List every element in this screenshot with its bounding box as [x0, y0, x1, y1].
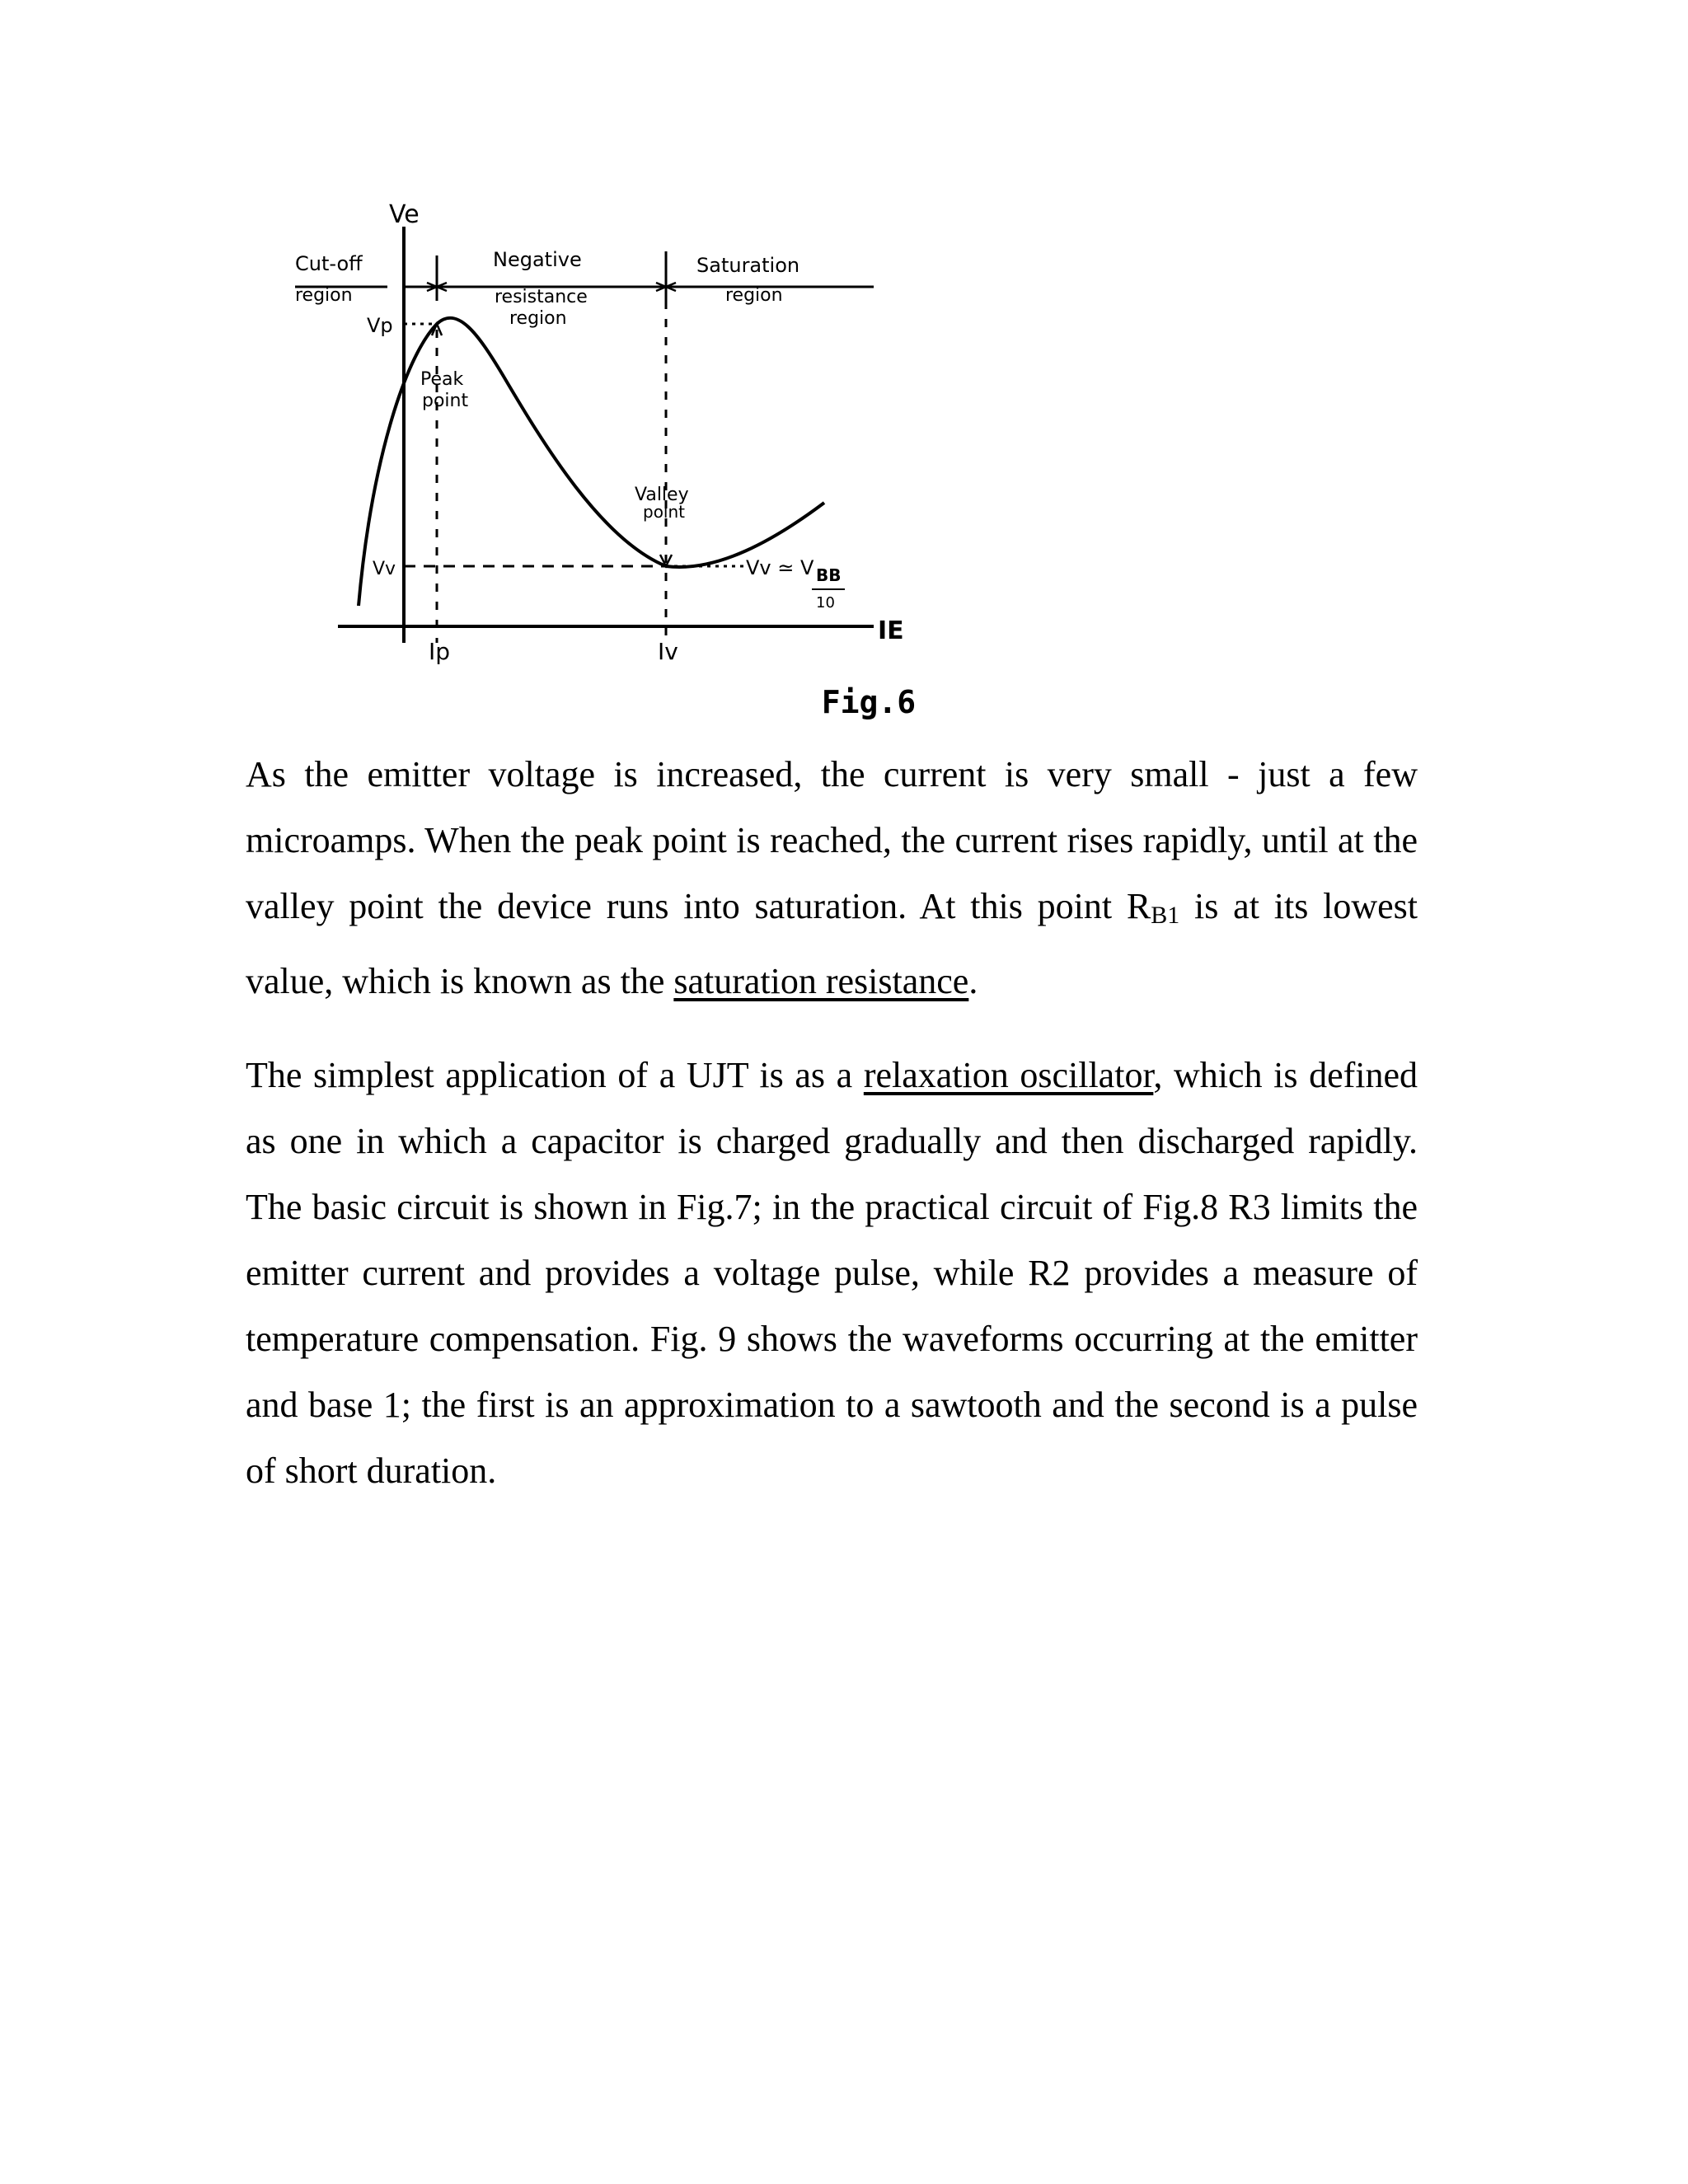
negative-label-1: Negative — [493, 248, 582, 271]
paragraph-2-text: The simplest application of a UJT is as a — [246, 1055, 864, 1095]
ujt-characteristic-figure — [280, 194, 940, 672]
saturation-resistance-link[interactable]: saturation resistance — [673, 961, 969, 1001]
vp-label: Vp — [367, 314, 393, 337]
vbb-denominator: 10 — [816, 594, 835, 612]
figure-caption: Fig.6 — [821, 684, 917, 720]
saturation-label-1: Saturation — [696, 254, 800, 277]
relaxation-oscillator-link[interactable]: relaxation oscillator — [863, 1055, 1154, 1095]
valley-point-label-2: point — [643, 502, 686, 522]
ujt-characteristic-diagram — [280, 194, 940, 672]
paragraph-2-text-2: , which is defined as one in which a capacitor is charged gradually and then discharged rapidly. The basic circuit is shown in Fig.7; in the practical circuit of Fig.8 R3 limits the emitter current and provides a voltage pulse, while R2 provides a measure of temperature compensation. Fig. 9 shows the waveforms occurring at the emitter and base 1; the first is an approximation to a sawtooth and the second is a pulse of short duration. — [246, 1055, 1418, 1491]
valley-point-label-1: Valley — [635, 485, 689, 505]
saturation-label-2: region — [725, 285, 783, 306]
paragraph-1-text-2: is at its lowest value, which is known as the — [246, 886, 1418, 1001]
cutoff-label-2: region — [295, 285, 353, 306]
paragraph-1-text: As the emitter voltage is increased, the current is very small - just a few microamps. When the peak point is reached, the current rises rapidly, until at the valley point the device runs into saturation. At this point R — [246, 754, 1418, 926]
negative-label-2: resistance — [495, 287, 588, 307]
paragraph-1-text-3: . — [968, 961, 978, 1001]
ip-label: Ip — [429, 638, 451, 665]
rb1-subscript: B1 — [1151, 902, 1180, 929]
vv-equation: Vv ≃ V — [746, 556, 814, 579]
y-axis-label: Ve — [389, 200, 420, 229]
peak-point-label-1: Peak — [420, 369, 464, 390]
paragraph-2 — [246, 1043, 1418, 1504]
peak-point-label-2: point — [422, 391, 469, 411]
cutoff-label-1: Cut-off — [295, 252, 363, 275]
iv-label: Iv — [658, 638, 678, 665]
vbb-subscript: BB — [816, 565, 842, 585]
vv-label: Vv — [373, 559, 396, 579]
ie-axis-label: IE — [878, 616, 904, 645]
paragraph-1 — [246, 742, 1418, 1015]
negative-label-3: region — [509, 308, 567, 329]
